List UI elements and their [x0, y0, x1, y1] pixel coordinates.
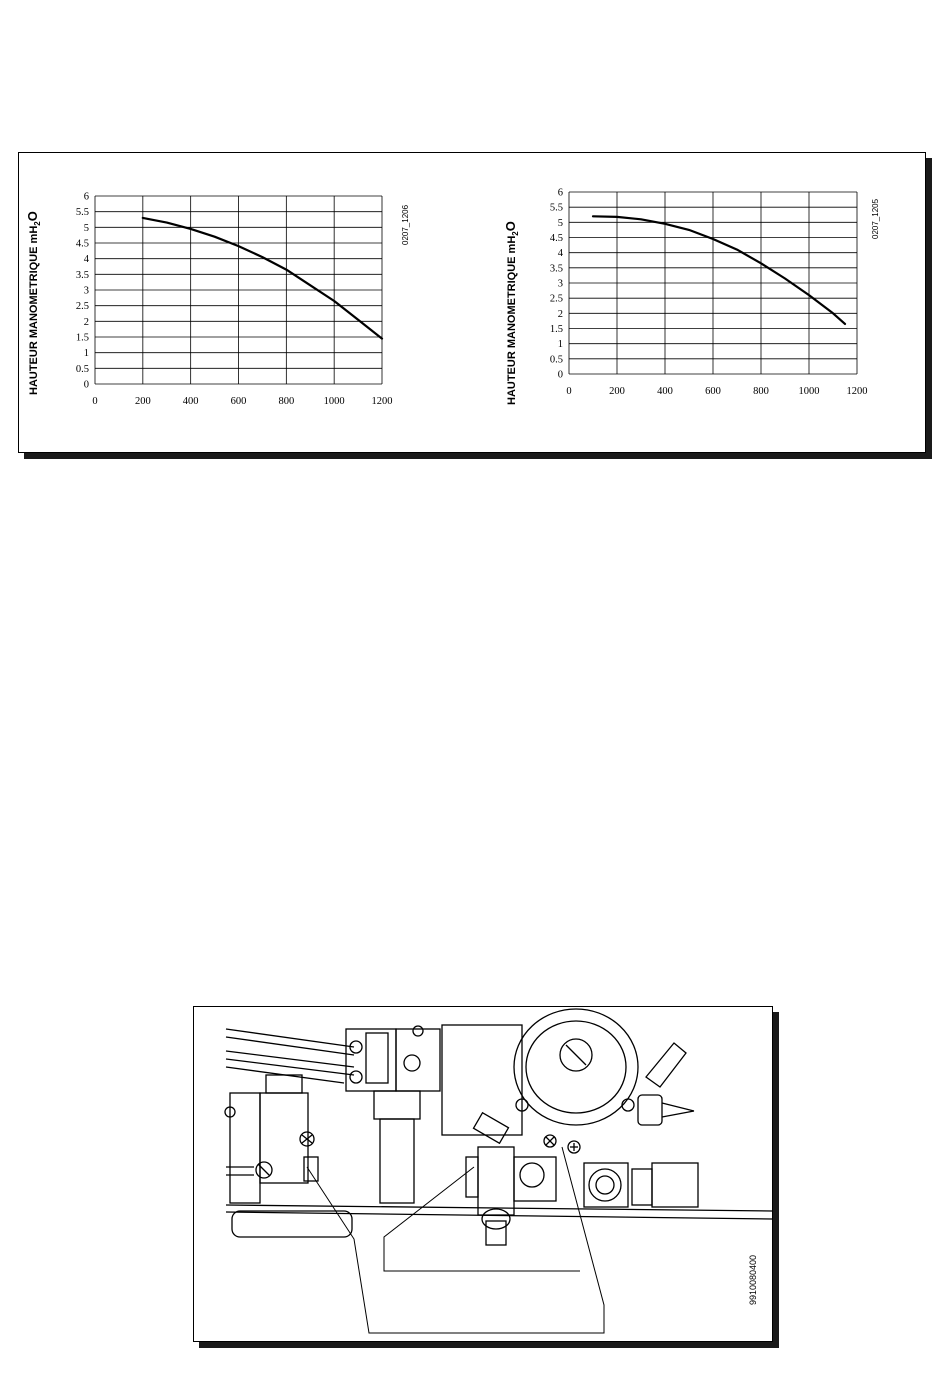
x-tick-label: 0	[92, 396, 98, 407]
y-tick-label: 2	[557, 308, 563, 320]
y-tick-label: 2.5	[549, 293, 563, 305]
y-tick-label: 3.5	[549, 263, 563, 275]
y-tick-label: 1	[557, 339, 563, 351]
gas-valve	[346, 1026, 440, 1203]
y-tick-label: 0.5	[549, 354, 563, 366]
pump-curve-line	[143, 218, 382, 339]
y-tick-label: 5	[557, 217, 563, 229]
valve-assembly-figure	[193, 1006, 773, 1342]
y-axis-label: HAUTEUR MANOMETRIQUE $mH_2O$	[25, 211, 42, 395]
y-tick-label: 2	[83, 316, 89, 328]
valve-assembly-drawing	[194, 1007, 772, 1341]
y-tick-label: 6	[557, 187, 563, 199]
y-tick-label: 0.5	[75, 363, 89, 375]
x-tick-label: 1200	[371, 396, 393, 407]
x-tick-label: 200	[134, 396, 151, 407]
x-tick-label: 400	[657, 386, 673, 397]
bypass-fittings	[466, 1113, 698, 1245]
x-tick-label: 1200	[846, 386, 868, 397]
x-tick-label: 0	[566, 386, 572, 397]
x-tick-label: 600	[230, 396, 247, 407]
y-tick-label: 4	[557, 248, 563, 260]
x-tick-label: 1000	[798, 386, 820, 397]
x-tick-label: 800	[753, 386, 769, 397]
pump-curves-panel	[18, 152, 926, 453]
x-tick-label: 800	[278, 396, 295, 407]
y-tick-label: 0	[83, 379, 89, 391]
y-tick-label: 4.5	[549, 233, 563, 244]
pump-curves-svg	[19, 153, 925, 452]
y-tick-label: 1	[83, 348, 89, 360]
y-tick-label: 3.5	[75, 269, 89, 281]
chart-code: 0207_1206	[401, 204, 410, 245]
y-tick-label: 4	[83, 254, 89, 266]
y-axis-label: HAUTEUR MANOMETRIQUE $mH_2O$	[503, 221, 520, 405]
y-tick-label: 2.5	[75, 301, 89, 313]
x-tick-label: 400	[182, 396, 199, 407]
chart-code: 0207_1205	[871, 198, 880, 239]
y-tick-label: 5	[83, 222, 89, 234]
figure-code: 9910080400	[748, 1254, 758, 1305]
y-tick-label: 5.5	[549, 202, 563, 214]
y-tick-label: 3	[83, 285, 89, 297]
y-tick-label: 0	[557, 369, 563, 381]
leader-lines	[307, 1147, 604, 1333]
y-tick-label: 4.5	[75, 238, 89, 250]
y-tick-label: 5.5	[75, 207, 89, 219]
y-tick-label: 3	[557, 278, 563, 290]
x-tick-label: 1000	[323, 396, 345, 407]
y-tick-label: 1.5	[75, 332, 89, 344]
x-tick-label: 600	[705, 386, 721, 397]
y-tick-label: 6	[83, 191, 89, 203]
pump-curve-line	[593, 216, 845, 324]
x-tick-label: 200	[609, 386, 625, 397]
y-tick-label: 1.5	[549, 324, 563, 335]
